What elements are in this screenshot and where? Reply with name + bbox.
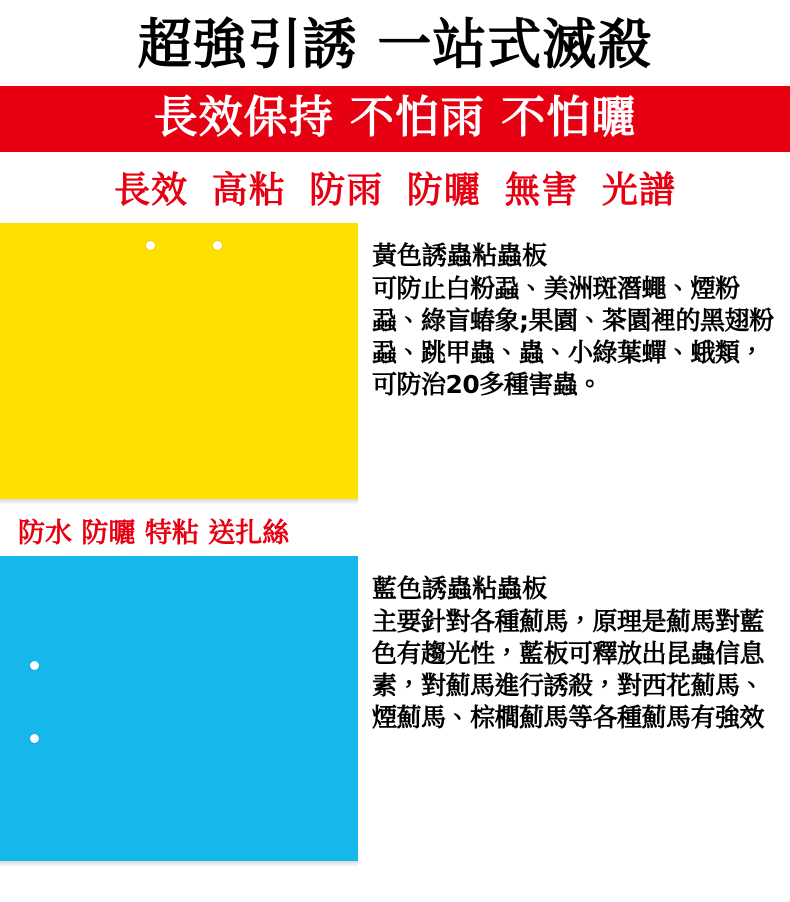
- product-description: 可防止白粉蝨、美洲斑潛蠅、煙粉蝨、綠盲蝽象;果園、茶園裡的黑翅粉蝨、跳甲蟲、蟲、小綠葉蟬、蛾類，可防治20多種害蟲。: [372, 273, 774, 399]
- board-hole-icon: [30, 734, 39, 743]
- blue-text-column: [358, 556, 790, 734]
- yellow-board-column: [0, 223, 358, 505]
- board-shadow: [0, 861, 358, 867]
- board-hole-icon: [146, 241, 155, 250]
- board-hole-icon: [213, 241, 222, 250]
- blue-sticky-board: [0, 556, 358, 861]
- yellow-sticky-board: [0, 223, 358, 499]
- keyword-item: 高粘: [211, 170, 286, 211]
- keyword-item: 防雨: [309, 170, 384, 211]
- product-description: 主要針對各種薊馬，原理是薊馬對藍色有趨光性，藍板可釋放出昆蟲信息素，對薊馬進行誘殺，對西花薊馬、煙薊馬、棕櫚薊馬等各種薊馬有強效: [372, 606, 765, 732]
- keyword-row: [0, 152, 790, 223]
- keyword-item: 長效: [114, 170, 189, 211]
- product-title: 藍色誘蟲粘蟲板: [372, 574, 548, 603]
- product-block-blue: [0, 556, 790, 867]
- product-block-yellow: [0, 223, 790, 505]
- board-shadow: [0, 499, 358, 505]
- board-hole-icon: [30, 661, 39, 670]
- red-banner: 長效保持 不怕雨 不怕曬: [0, 86, 790, 152]
- blue-board-column: [0, 556, 358, 867]
- product-title: 黃色誘蟲粘蟲板: [372, 241, 548, 270]
- page-headline: 超強引誘 一站式滅殺: [137, 13, 653, 76]
- mid-caption-row: [0, 505, 790, 556]
- keyword-item: 無害: [504, 170, 579, 211]
- yellow-text-column: [358, 223, 790, 401]
- keyword-item: 光譜: [601, 170, 676, 211]
- feature-caption: 防水 防曬 特粘 送扎絲: [18, 518, 290, 549]
- keyword-item: 防曬: [406, 170, 481, 211]
